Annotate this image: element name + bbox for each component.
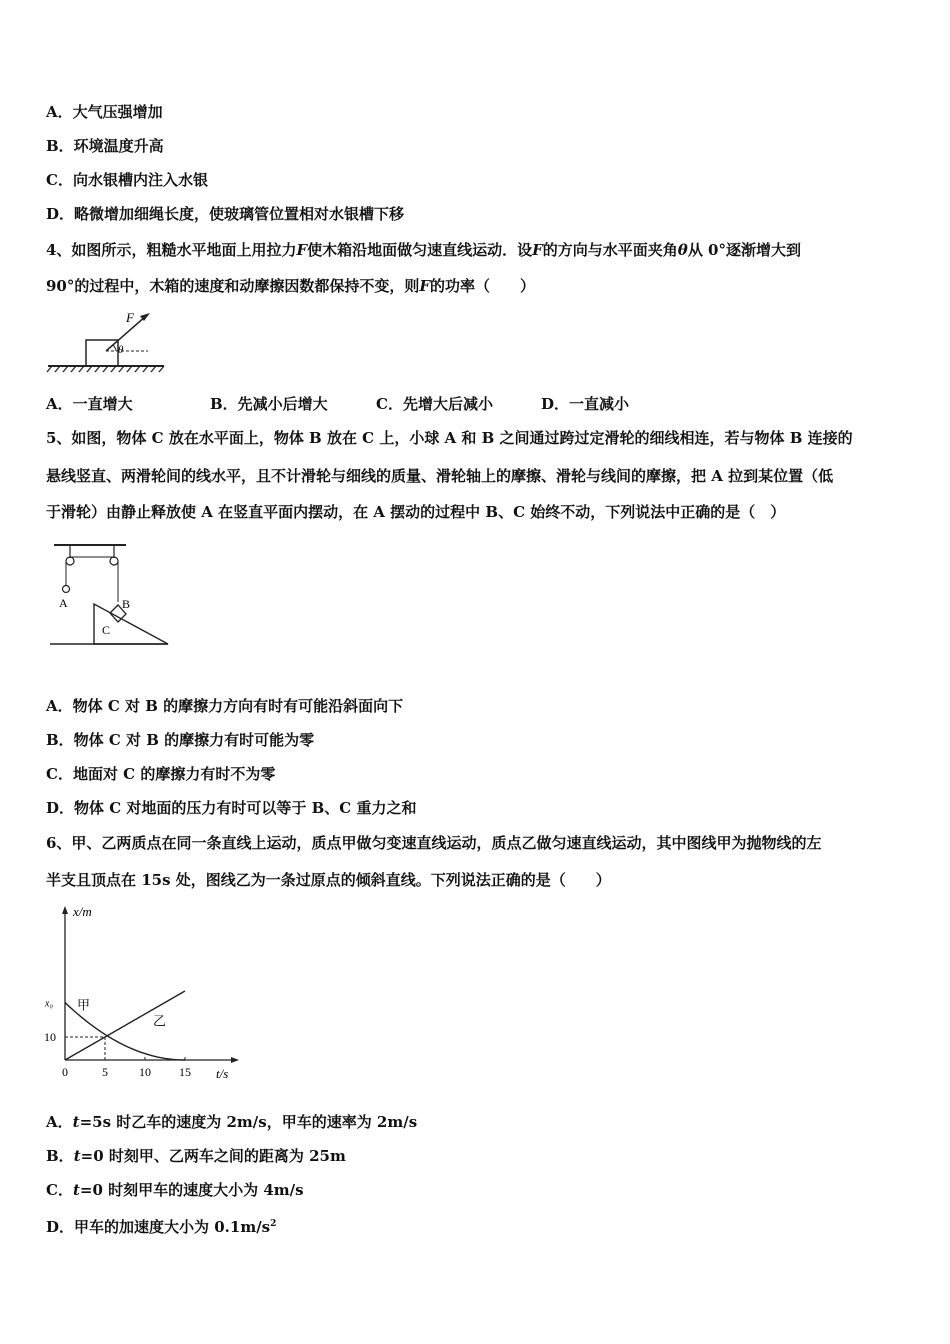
y-tick-label: 10 xyxy=(44,1030,56,1044)
q6-stem-line1: 6、甲、乙两质点在同一条直线上运动，质点甲做匀变速直线运动，质点乙做匀速直线运动，其中图线甲为抛物线的左 xyxy=(46,834,822,852)
q6-option-b: B．t=0 时刻甲、乙两车之间的距离为 25m xyxy=(46,1147,346,1165)
q5-stem-line3: 于滑轮）由静止释放使 A 在竖直平面内摆动，在 A 摆动的过程中 B、C 始终不动，下列说法中正确的是（ ） xyxy=(46,503,786,521)
q4-option-c: C．先增大后减小 xyxy=(376,395,493,413)
label-a: A xyxy=(59,596,68,610)
q4-figure-box-on-ground xyxy=(46,306,166,376)
q5-stem-line2: 悬线竖直、两滑轮间的线水平，且不计滑轮与细线的质量、滑轮轴上的摩擦、滑轮与线间的摩擦，把 A 拉到某位置（低 xyxy=(46,467,834,485)
q5-option-a: A．物体 C 对 B 的摩擦力方向有时有可能沿斜面向下 xyxy=(46,697,404,715)
ball-a xyxy=(63,586,70,593)
q3-option-a: A．大气压强增加 xyxy=(46,103,163,121)
q6-option-d: D．甲车的加速度大小为 $0.1m/s^2$ xyxy=(46,1218,277,1236)
pulley-left xyxy=(66,557,74,565)
q5-option-d: D．物体 C 对地面的压力有时可以等于 B、C 重力之和 xyxy=(46,799,417,817)
x-tick-label: 10 xyxy=(139,1065,151,1079)
q6-option-a: A．t=5s 时乙车的速度为 2m/s，甲车的速率为 2m/s xyxy=(46,1113,418,1131)
q3-option-c: C．向水银槽内注入水银 xyxy=(46,171,208,189)
y-intercept-label: x₀ xyxy=(45,998,53,1010)
y-axis-label: x/m xyxy=(73,904,92,919)
q4-option-a: A．一直增大 xyxy=(46,395,133,413)
q3-option-d: D．略微增加细绳长度，使玻璃管位置相对水银槽下移 xyxy=(46,205,405,223)
x-axis-arrow xyxy=(231,1057,239,1063)
series-yi-label: 乙 xyxy=(153,1013,167,1029)
q4-stem-line1: 4、如图所示，粗糙水平地面上用拉力F使木箱沿地面做匀速直线运动．设F的方向与水平面夹角θ从 0°逐渐增大到 xyxy=(46,241,801,259)
q6-xt-chart xyxy=(40,898,245,1088)
x-tick-label: 15 xyxy=(179,1065,191,1079)
x-axis-label: t/s xyxy=(216,1066,229,1081)
q4-option-b: B．先减小后增大 xyxy=(210,395,328,413)
q3-option-b: B．环境温度升高 xyxy=(46,137,164,155)
pulley-right xyxy=(110,557,118,565)
y-axis-arrow xyxy=(62,906,68,914)
q5-option-c: C．地面对 C 的摩擦力有时不为零 xyxy=(46,765,276,783)
label-c: C xyxy=(102,623,111,637)
label-b: B xyxy=(122,597,131,611)
q5-stem-line1: 5、如图，物体 C 放在水平面上，物体 B 放在 C 上，小球 A 和 B 之间通过跨过定滑轮的细线相连，若与物体 B 连接的 xyxy=(46,429,853,447)
label-theta: θ xyxy=(118,344,124,356)
q5-option-b: B．物体 C 对 B 的摩擦力有时可能为零 xyxy=(46,731,315,749)
x-tick-label: 5 xyxy=(102,1065,108,1079)
q4-option-d: D．一直减小 xyxy=(541,395,630,413)
series-jia-label: 甲 xyxy=(77,997,91,1013)
q5-figure-pulley-system xyxy=(50,540,175,650)
q4-stem-line2: 90°的过程中，木箱的速度和动摩擦因数都保持不变，则F的功率（ ） xyxy=(46,277,536,295)
q6-stem-line2: 半支且顶点在 15s 处，图线乙为一条过原点的倾斜直线。下列说法正确的是（ ） xyxy=(46,871,611,889)
q6-option-c: C．t=0 时刻甲车的速度大小为 4m/s xyxy=(46,1181,304,1199)
x-tick-label: 0 xyxy=(62,1065,68,1079)
label-f: F xyxy=(126,310,134,325)
